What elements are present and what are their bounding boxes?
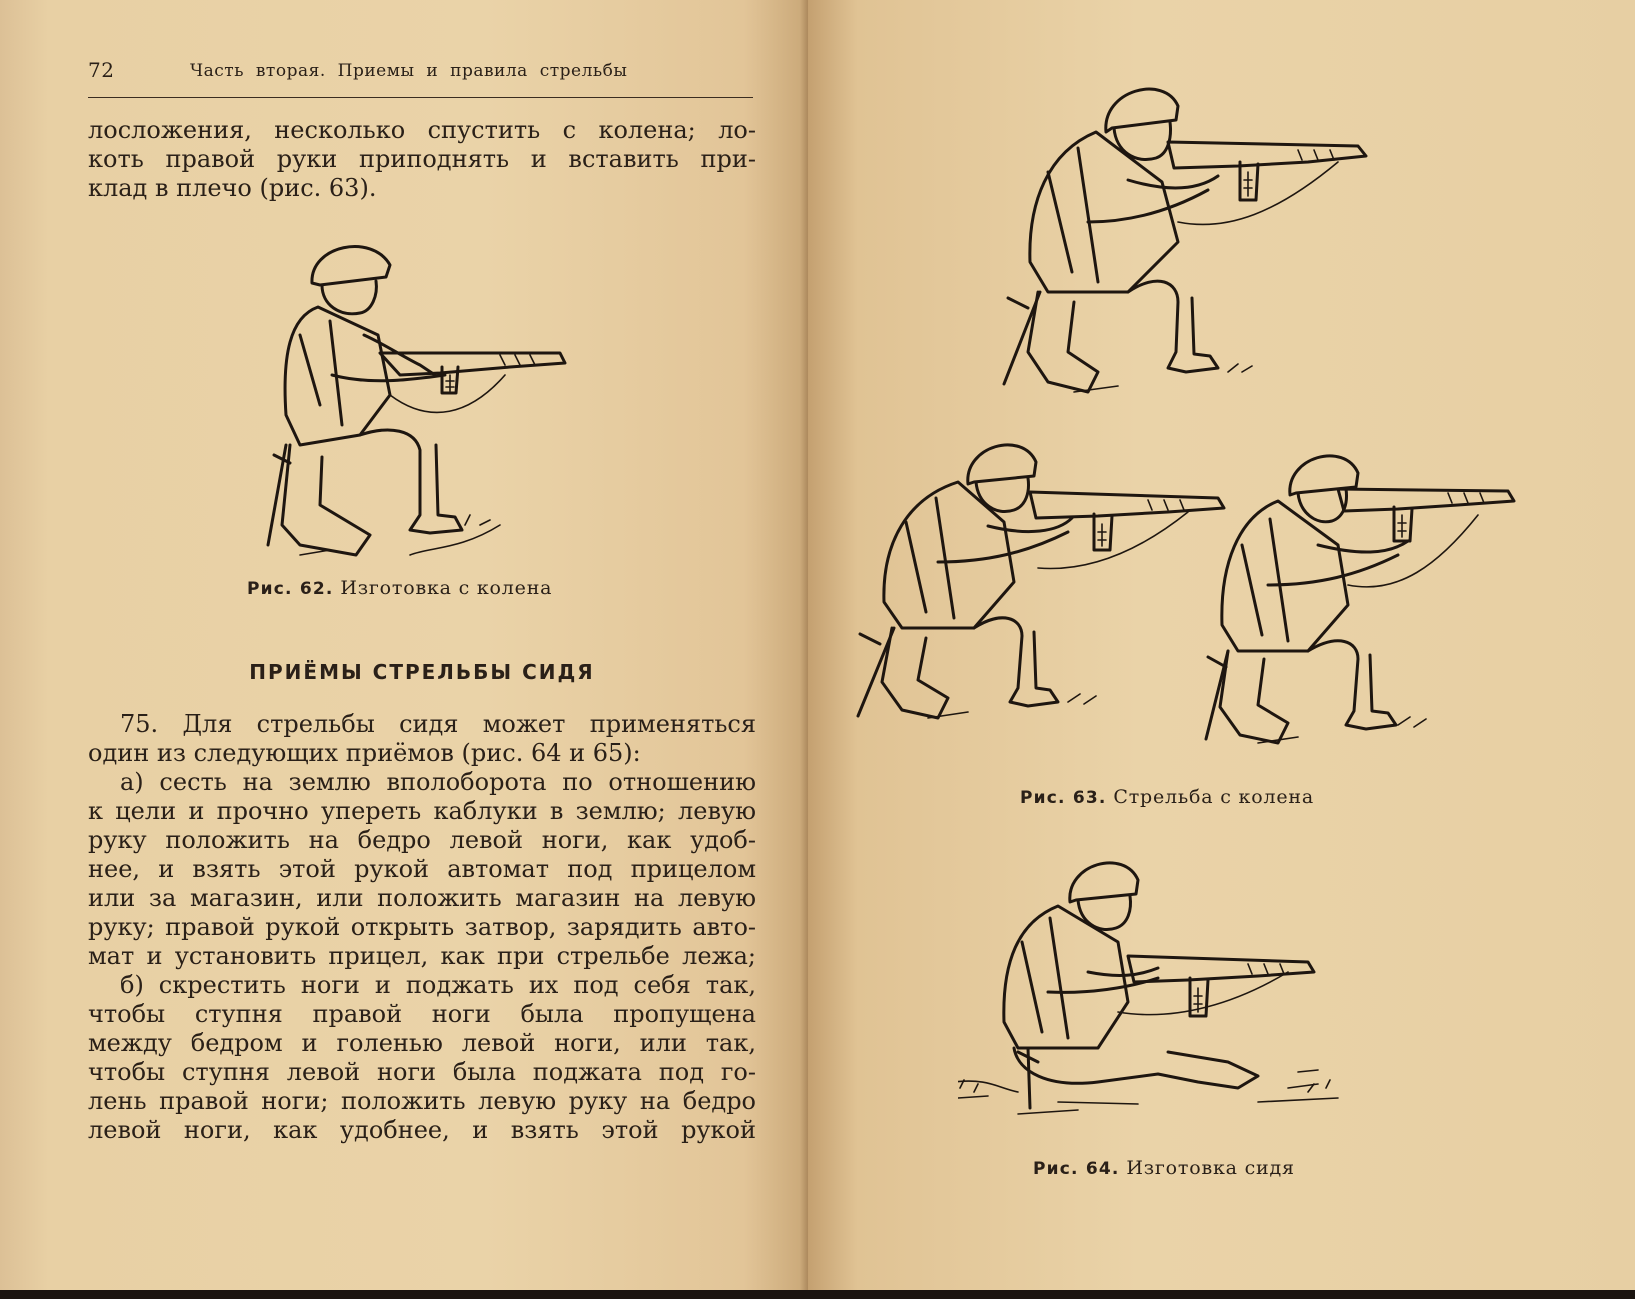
text-line: между бедром и голенью левой ноги, или так, (88, 1029, 756, 1057)
paragraph-75 (88, 710, 756, 1145)
text-line: чтобы ступня левой ноги была поджата под го- (88, 1058, 756, 1086)
figure-64-illustration (958, 852, 1358, 1142)
figure-62-caption-text: Изготовка с колена (340, 577, 553, 599)
figure-62-illustration (260, 225, 590, 580)
figure-63-top-illustration (978, 72, 1518, 412)
figure-62-caption (247, 577, 552, 599)
text-line: а) сесть на землю вполоборота по отношению (120, 768, 756, 796)
figure-64-label: Рис. 64. (1033, 1159, 1120, 1179)
text-line: левой ноги, как удобнее, и взять этой рукой (88, 1116, 756, 1144)
figure-63-right-illustration (1198, 445, 1518, 765)
figure-63-label: Рис. 63. (1020, 788, 1107, 808)
text-line: мат и установить прицел, как при стрельбе лежа; (88, 942, 756, 970)
text-line: лосложения, несколько спустить с колена; ло- (88, 116, 756, 144)
text-line: коть правой руки приподнять и вставить при- (88, 145, 756, 173)
figure-63-left-illustration (818, 432, 1238, 742)
figure-63-caption-text: Стрельба с колена (1113, 786, 1314, 808)
right-page (808, 0, 1635, 1290)
text-line: руку; правой рукой открыть затвор, зарядить авто- (88, 913, 756, 941)
text-line: к цели и прочно упереть каблуки в землю; левую (88, 797, 756, 825)
section-title: ПРИЁМЫ СТРЕЛЬБЫ СИДЯ (249, 660, 595, 684)
running-title: Часть вторая. Приемы и правила стрельбы (190, 61, 628, 81)
header-rule (88, 97, 753, 98)
text-line: лень правой ноги; положить левую руку на бедро (88, 1087, 756, 1115)
text-line: или за магазин, или положить магазин на левую (88, 884, 756, 912)
figure-62-label: Рис. 62. (247, 579, 334, 599)
text-line: 75. Для стрельбы сидя может применяться (120, 710, 756, 738)
text-line: клад в плечо (рис. 63). (88, 174, 377, 202)
figure-63-caption (1020, 786, 1314, 808)
left-page (0, 0, 808, 1290)
page-number: 72 (88, 58, 115, 82)
text-line: б) скрестить ноги и поджать их под себя так, (120, 971, 756, 999)
text-line: один из следующих приёмов (рис. 64 и 65): (88, 739, 641, 767)
figure-64-caption (1033, 1157, 1295, 1179)
text-line: нее, и взять этой рукой автомат под прицелом (88, 855, 756, 883)
figure-64-caption-text: Изготовка сидя (1126, 1157, 1295, 1179)
intro-text (88, 116, 756, 203)
text-line: чтобы ступня правой ноги была пропущена (88, 1000, 756, 1028)
text-line: руку положить на бедро левой ноги, как удоб- (88, 826, 756, 854)
